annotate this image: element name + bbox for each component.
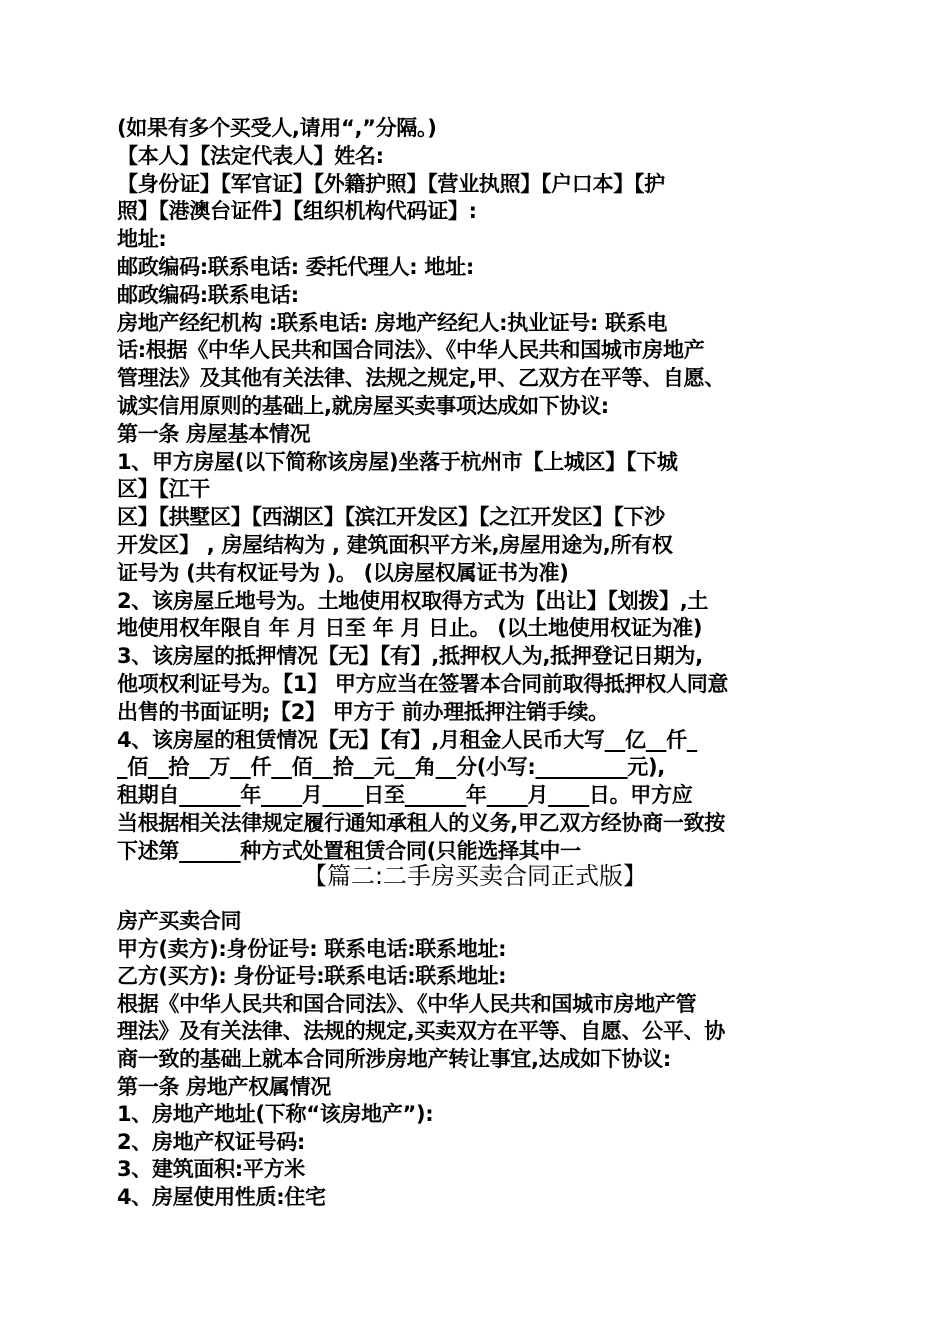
text-line: 1、甲方房屋(以下简称该房屋)坐落于杭州市【上城区】【下城 [117,449,678,474]
text-line: 区】【拱墅区】【西湖区】【滨江开发区】【之江开发区】【下沙 [117,505,665,530]
text-line: 地址: [117,227,167,252]
contract-part-one [117,115,839,866]
text-line: 3、该房屋的抵押情况【无】【有】,抵押权人为,抵押登记日期为, [117,644,703,669]
text-line: 2、该房屋丘地号为。土地使用权取得方式为【出让】【划拨】,土 [117,588,709,613]
text-line: 话:根据《中华人民共和国合同法》、《中华人民共和国城市房地产 [117,338,705,363]
text-line: 【身份证】【军官证】【外籍护照】【营业执照】【户口本】【护 [117,171,665,196]
document-title: 房产买卖合同 [117,909,242,933]
text-line: 当根据相关法律规定履行通知承租人的义务,甲乙双方经协商一致按 [117,810,725,835]
text-line: 邮政编码:联系电话: 委托代理人: 地址: [117,254,474,279]
contract-part-two [117,908,839,1212]
text-line: 理法》及有关法律、法规的规定,买卖双方在平等、自愿、公平、协 [117,1019,725,1044]
text-line: 1、房地产地址(下称“该房地产”): [117,1102,434,1127]
text-line: _佰__拾__万__仟__佰__拾__元__角__分(小写:_________元), [117,755,665,780]
text-line: 【本人】【法定代表人】姓名: [117,143,384,168]
section-heading: 【篇二:二手房买卖合同正式版】 [302,862,648,890]
text-line: 诚实信用原则的基础上,就房屋买卖事项达成如下协议: [117,393,609,418]
text-line: 地使用权年限自 年 月 日至 年 月 日止。 (以土地使用权证为准) [117,616,703,641]
text-line: 照】【港澳台证件】【组织机构代码证】: [117,199,477,224]
text-line: 他项权利证号为。【1】 甲方应当在签署本合同前取得抵押权人同意 [117,671,729,696]
text-line: 邮政编码:联系电话: [117,282,299,307]
text-line: 乙方(买方): 身份证号:联系电话:联系地址: [117,964,507,989]
text-line: 开发区】 , 房屋结构为 , 建筑面积平方米,房屋用途为,所有权 [117,532,673,557]
text-line: 甲方(卖方):身份证号: 联系电话:联系地址: [117,936,507,961]
text-line: 下述第______种方式处置租赁合同(只能选择其中一 [117,838,581,863]
text-line: 证号为 (共有权证号为 )。 (以房屋权属证书为准) [117,560,569,585]
text-line: 3、建筑面积:平方米 [117,1157,306,1182]
text-line: 房地产经纪机构 :联系电话: 房地产经纪人:执业证号: 联系电 [117,310,668,335]
text-line: 商一致的基础上就本合同所涉房地产转让事宜,达成如下协议: [117,1046,671,1071]
text-line: 管理法》及其他有关法律、法规之规定,甲、乙双方在平等、自愿、 [117,366,725,391]
text-line: (如果有多个买受人,请用“,”分隔。) [117,116,437,140]
article-title: 第一条 房地产权属情况 [117,1074,332,1099]
text-line: 租期自______年____月____日至______年____月____日。甲方应 [117,783,693,808]
text-line: 4、该房屋的租赁情况【无】【有】,月租金人民币大写__亿__仟_ [117,727,697,752]
text-line: 根据《中华人民共和国合同法》、《中华人民共和国城市房地产管 [117,991,697,1016]
text-line: 2、房地产权证号码: [117,1129,306,1154]
article-title: 第一条 房屋基本情况 [117,421,311,446]
text-line: 4、房屋使用性质:住宅 [117,1184,326,1209]
text-line: 区】【江干 [117,477,210,502]
text-line: 出售的书面证明;【2】 甲方于 前办理抵押注销手续。 [117,699,609,724]
